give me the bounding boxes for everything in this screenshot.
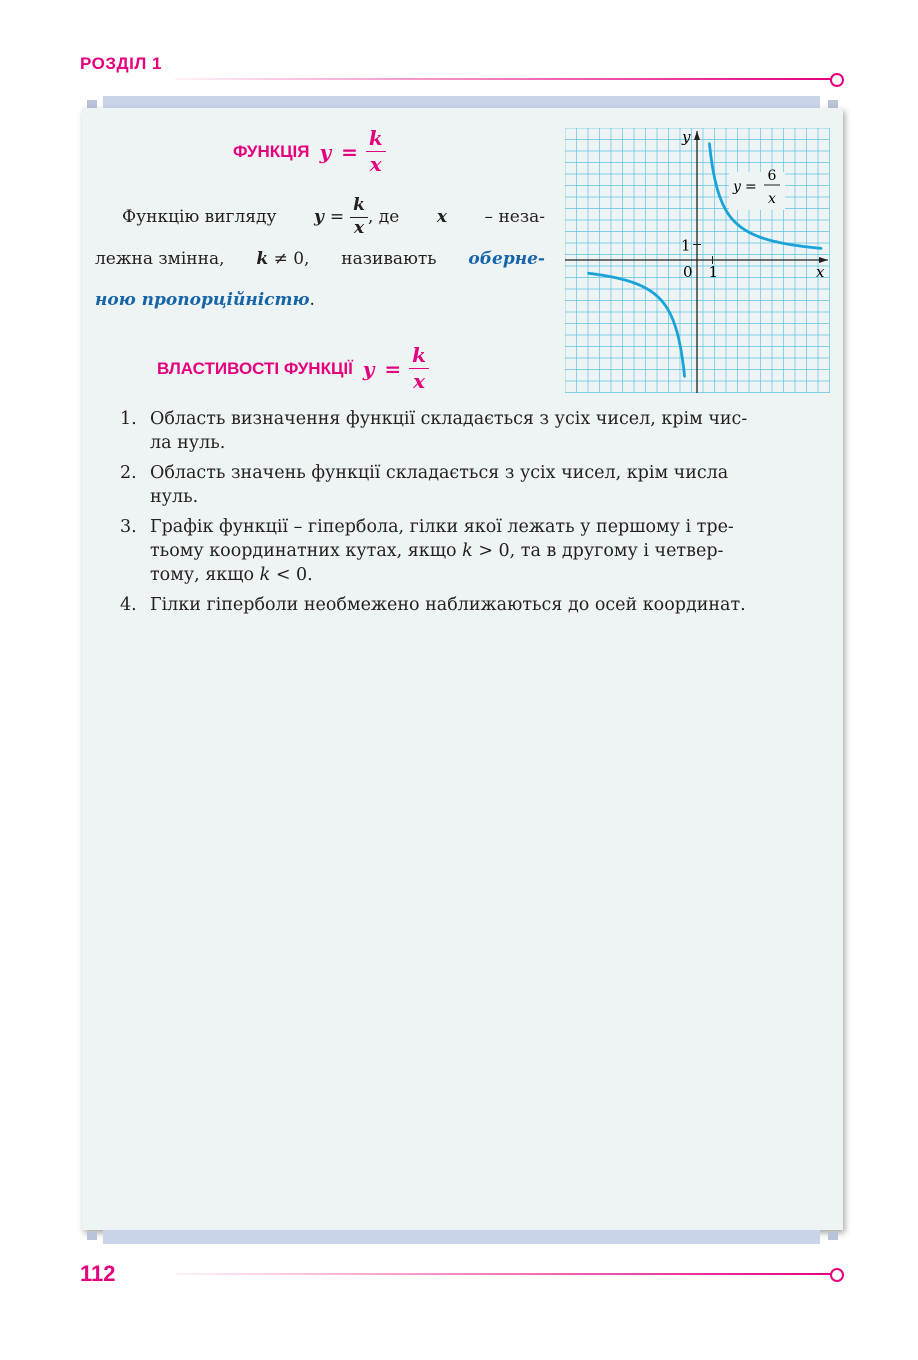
formula-fraction xyxy=(409,343,429,394)
definition-text: – неза- xyxy=(484,207,545,227)
list-item xyxy=(120,407,832,455)
formula-lhs: y xyxy=(362,356,375,381)
page-number: 112 xyxy=(80,1261,116,1286)
definition-text: лежна змінна, xyxy=(95,249,225,269)
section-label: РОЗДІЛ 1 xyxy=(80,54,162,73)
list-item-line: тьому координатних кутах, якщо xyxy=(150,541,457,561)
definition-denominator: x xyxy=(353,217,365,238)
formula-numerator: k xyxy=(366,126,386,152)
panel-tab xyxy=(87,100,97,108)
curve-label-eq: = xyxy=(745,179,757,195)
list-item-var-k: k xyxy=(462,541,473,561)
panel-tab xyxy=(87,1232,97,1240)
list-item-line: Область визначення функції складається з усіх чисел, крім чис- xyxy=(150,409,748,429)
list-item-text xyxy=(150,407,832,455)
list-item xyxy=(120,461,832,509)
list-item-line: < 0. xyxy=(275,565,313,585)
curve-label-denominator: x xyxy=(768,191,776,207)
list-item-text xyxy=(150,461,832,509)
properties-list xyxy=(120,407,832,623)
list-item-number: 4. xyxy=(120,595,137,615)
footer-rule xyxy=(175,1273,832,1275)
y-axis-label: y xyxy=(682,128,691,146)
list-item-text xyxy=(150,593,832,617)
definition-line-1 xyxy=(95,196,545,238)
formula-eq: = xyxy=(384,356,402,381)
definition-eq: = xyxy=(329,207,345,227)
properties-heading-label: ВЛАСТИВОСТІ ФУНКЦІЇ xyxy=(157,358,353,378)
definition-paragraph xyxy=(95,196,545,320)
header-rule xyxy=(175,78,832,80)
function-heading-label: ФУНКЦІЯ xyxy=(233,141,310,161)
list-item-var-k: k xyxy=(259,565,271,585)
x-axis-label: x xyxy=(816,263,825,281)
definition-var-x: x xyxy=(436,207,447,227)
curve-formula-label xyxy=(729,168,785,210)
list-item-line: нуль. xyxy=(150,487,199,507)
curve-label-numerator: 6 xyxy=(767,168,777,184)
list-item-text xyxy=(150,515,832,587)
definition-numerator: k xyxy=(350,195,368,217)
panel-bottom-bar xyxy=(103,1230,820,1244)
definition-line-2 xyxy=(95,238,545,280)
function-heading-formula xyxy=(319,126,385,177)
properties-heading xyxy=(157,343,429,394)
definition-term: оберне- xyxy=(468,249,545,269)
formula-denominator: x xyxy=(413,369,426,393)
formula-eq: = xyxy=(341,139,358,164)
definition-var-k: k xyxy=(256,249,269,269)
origin-label: 0 xyxy=(683,263,693,281)
definition-ne: ≠ 0, xyxy=(273,249,310,269)
list-item-line: ла нуль. xyxy=(150,433,226,453)
definition-text: Функцію вигляду xyxy=(122,207,277,227)
formula-numerator: k xyxy=(409,343,429,369)
list-item-line: Гілки гіперболи необмежено наближаються до осей координат. xyxy=(150,595,746,615)
function-heading xyxy=(233,126,386,177)
definition-end: . xyxy=(309,290,315,310)
list-item-number: 2. xyxy=(120,463,137,483)
footer-rule-end-icon xyxy=(830,1268,844,1282)
definition-term: ною пропорційністю xyxy=(95,290,310,310)
formula-fraction xyxy=(366,126,386,177)
x-unit-label: 1 xyxy=(708,263,719,281)
definition-fraction xyxy=(350,195,368,239)
list-item-line: > 0, та в другому і четвер- xyxy=(478,541,724,561)
list-item xyxy=(120,515,832,587)
definition-line-3 xyxy=(95,280,545,320)
definition-text: називають xyxy=(341,249,437,269)
list-item-number: 1. xyxy=(120,409,137,429)
definition-var-y: y xyxy=(314,207,324,227)
curve-label-lhs: y xyxy=(733,179,741,195)
y-axis-arrow-icon xyxy=(694,131,700,140)
list-item-line: тому, якщо xyxy=(150,565,255,585)
hyperbola-graph xyxy=(565,128,830,393)
formula-lhs: y xyxy=(319,139,332,164)
list-item-line: Графік функції – гіпербола, гілки якої лежать у першому і тре- xyxy=(150,517,734,537)
panel-tab xyxy=(828,1232,838,1240)
graph-axes xyxy=(565,131,828,393)
y-unit-label: 1 xyxy=(681,236,691,255)
panel-tab xyxy=(828,100,838,108)
definition-formula xyxy=(314,195,399,239)
definition-text: , де xyxy=(367,207,400,227)
formula-denominator: x xyxy=(369,152,382,176)
list-item-line: Область значень функції складається з усіх чисел, крім числа xyxy=(150,463,729,483)
header-rule-end-icon xyxy=(830,73,844,87)
list-item xyxy=(120,593,832,617)
definition-condition xyxy=(256,239,309,279)
list-item-number: 3. xyxy=(120,517,137,537)
properties-heading-formula xyxy=(363,343,429,394)
